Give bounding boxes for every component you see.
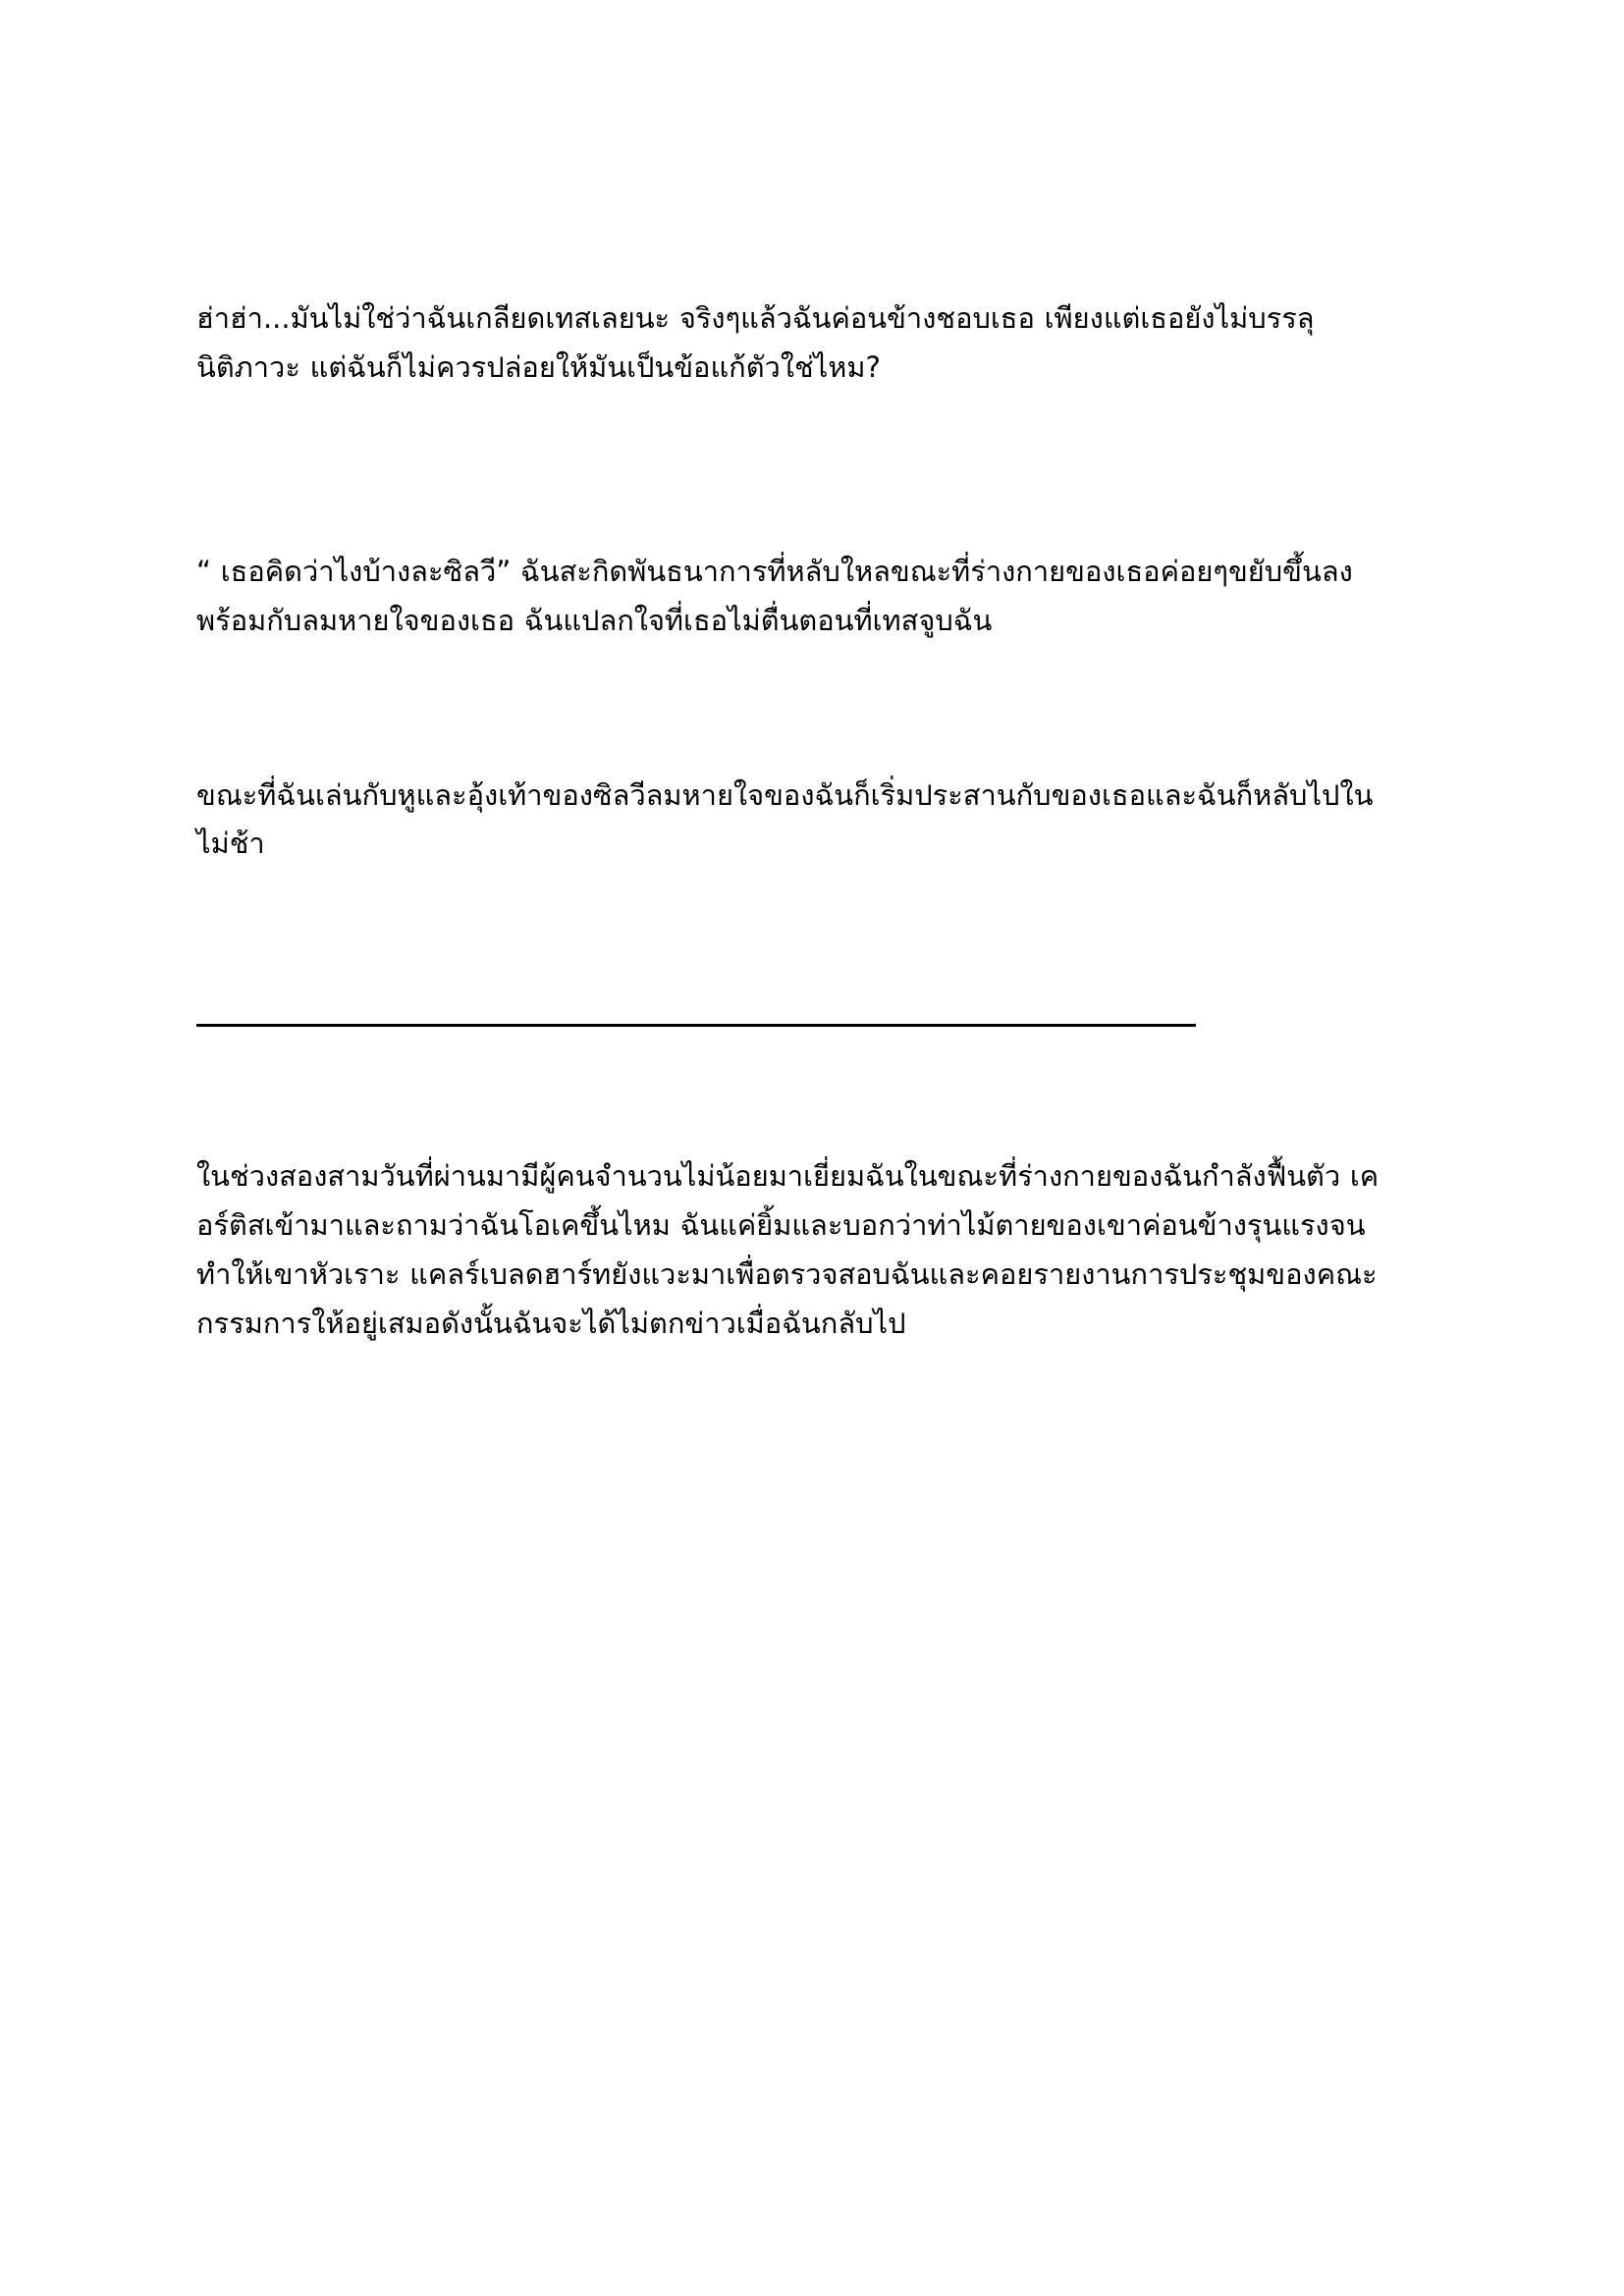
paragraph-spacer	[196, 646, 1399, 772]
paragraph-2: “ เธอคิดว่าไงบ้างละซิลวี” ฉันสะกิดพันธนาการที่หลับใหลขณะที่ร่างกายของเธอค่อยๆขยับขึ้นลงพร้อมกับลมหายใจของเธอ ฉันแปลกใจที่เธอไม่ตื่นตอนที่เทสจูบฉัน	[196, 554, 1353, 637]
paragraph-4: ในช่วงสองสามวันที่ผ่านมามีผู้คนจำนวนไม่น้อยมาเยี่ยมฉันในขณะที่ร่างกายของฉันกำลังฟื้นตัว เคอร์ติสเข้ามาและถามว่าฉันโอเคขึ้นไหม ฉันแค่ยิ้มและบอกว่าท่าไม้ตายของเขาค่อนข้างรุนแรงจนทำให้เขาหัวเราะ แคลร์เบลดฮาร์ทยังแวะมาเพื่อตรวจสอบฉันและคอยรายงานการประชุมของคณะกรรมการให้อยู่เสมอดังนั้นฉันจะได้ไม่ตกข่าวเมื่อฉันกลับไป	[196, 1159, 1380, 1340]
document-body	[196, 294, 1399, 1349]
paragraph-spacer	[196, 1027, 1399, 1152]
divider-spacer	[196, 869, 1399, 1024]
paragraph-1: ฮ่าฮ่า...มันไม่ใช่ว่าฉันเกลียดเทสเลยนะ จริงๆแล้วฉันค่อนข้างชอบเธอ เพียงแต่เธอยังไม่บรรลุนิติภาวะ แต่ฉันก็ไม่ควรปล่อยให้มันเป็นข้อแก้ตัวใช่ไหม?	[196, 301, 1315, 384]
paragraph-3: ขณะที่ฉันเล่นกับหูและอุ้งเท้าของซิลวีลมหายใจของฉันก็เริ่มประสานกับของเธอและฉันก็หลับไปในไม่ช้า	[196, 777, 1374, 861]
paragraph-spacer	[196, 393, 1399, 548]
